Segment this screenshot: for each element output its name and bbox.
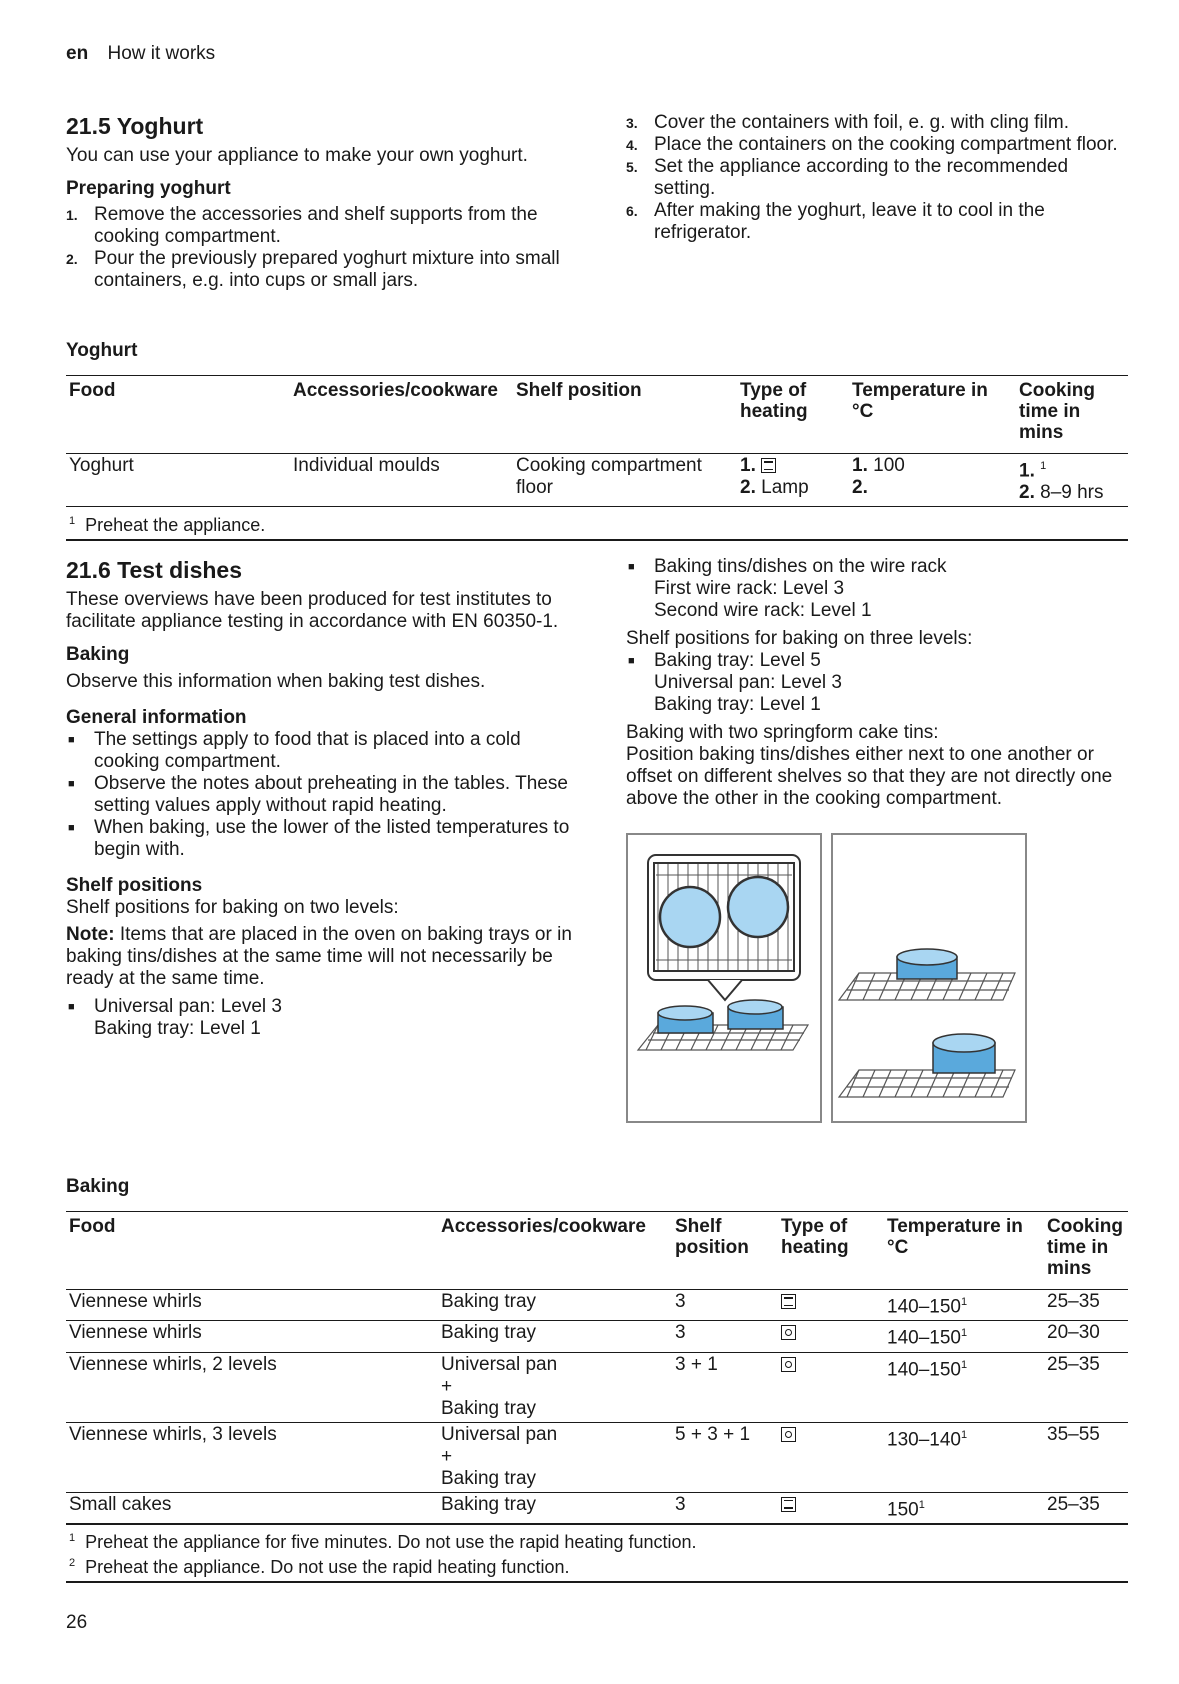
test-heading: 21.6 Test dishes bbox=[66, 557, 242, 583]
cell-accessories: Baking tray bbox=[438, 1492, 672, 1524]
yoghurt-table-wrap bbox=[66, 375, 1128, 541]
cell-food: Viennese whirls, 2 levels bbox=[66, 1352, 438, 1422]
cell-heating bbox=[778, 1492, 884, 1524]
cell-food: Viennese whirls bbox=[66, 1321, 438, 1352]
step-item: 6. After making the yoghurt, leave it to cool in the refrigerator. bbox=[626, 200, 1045, 243]
cell-heating bbox=[778, 1290, 884, 1321]
baking-title: Baking bbox=[66, 644, 130, 665]
yoghurt-table-title: Yoghurt bbox=[66, 340, 138, 361]
offset-illustration bbox=[833, 835, 1025, 1121]
yoghurt-steps-right bbox=[626, 112, 1126, 244]
two-levels-list bbox=[66, 996, 576, 1040]
col-time: Cooking time in mins bbox=[1016, 376, 1128, 454]
three-levels-list bbox=[626, 650, 1126, 716]
cell-time: 20–30 bbox=[1044, 1321, 1128, 1352]
cell-time: 35–55 bbox=[1044, 1422, 1128, 1492]
hot-air-icon bbox=[781, 1427, 796, 1442]
test-intro: These overviews have been produced for test institutes to facilitate appliance testing in accordance with EN 60350-1. bbox=[66, 589, 559, 632]
baking-text: Observe this information when baking test dishes. bbox=[66, 671, 486, 692]
two-levels-list-cont bbox=[626, 556, 1126, 622]
general-list bbox=[66, 729, 576, 861]
shelf-title: Shelf positions bbox=[66, 875, 203, 896]
cell-time: 25–35 bbox=[1044, 1290, 1128, 1321]
baking-table bbox=[66, 1211, 1128, 1525]
table-row bbox=[66, 1352, 1128, 1422]
list-item: ■ Baking tins/dishes on the wire rack First wire rack: Level 3 Second wire rack: Level 1 bbox=[626, 556, 1126, 622]
baking-footnotes bbox=[66, 1525, 1128, 1583]
yoghurt-heading: 21.5 Yoghurt bbox=[66, 113, 204, 139]
figure-offset bbox=[831, 833, 1027, 1123]
cell-accessories: Baking tray bbox=[438, 1290, 672, 1321]
step-item: 3. Cover the containers with foil, e. g. with cling film. bbox=[626, 112, 1070, 133]
test-left-column bbox=[66, 556, 576, 1040]
col-shelf: Shelf position bbox=[672, 1212, 778, 1290]
col-temperature: Temperature in °C bbox=[849, 376, 1016, 454]
footnote-2: $^2$ Preheat the appliance. Do not use the rapid heating function. bbox=[69, 1556, 570, 1577]
list-item: ■ When baking, use the lower of the listed temperatures to begin with. bbox=[66, 817, 576, 861]
cell-heating bbox=[778, 1321, 884, 1352]
springform-text: Position baking tins/dishes either next to one another or offset on different shelves so that they are not directly one above the other in the cooking compartment. bbox=[626, 744, 1113, 809]
col-accessories: Accessories/cookware bbox=[290, 376, 513, 454]
cell-shelf: 3 bbox=[672, 1321, 778, 1352]
baking-table-wrap bbox=[66, 1211, 1128, 1583]
top-bottom-heat-icon bbox=[781, 1294, 796, 1309]
top-bottom-heat-icon bbox=[781, 1497, 796, 1512]
footnote-1: $^1$ Preheat the appliance for five minutes. Do not use the rapid heating function. bbox=[69, 1531, 697, 1552]
test-right-column bbox=[626, 556, 1126, 810]
cell-temperature: $140-150^1$ bbox=[884, 1321, 1044, 1352]
two-levels-text: Shelf positions for baking on two levels: bbox=[66, 897, 399, 918]
cell-accessories: Universal pan + Baking tray bbox=[438, 1422, 672, 1492]
cell-temperature: $140-150^1$ bbox=[884, 1290, 1044, 1321]
col-shelf: Shelf position bbox=[513, 376, 737, 454]
preparing-title: Preparing yoghurt bbox=[66, 178, 231, 199]
col-heating: Type of heating bbox=[778, 1212, 884, 1290]
table-row: Yoghurt Individual moulds Cooking compartment floor 1. 2. Lamp 1. 100 2. 1. $^1$ 2. 8–9 hrs bbox=[66, 454, 1128, 507]
cell-accessories: Universal pan + Baking tray bbox=[438, 1352, 672, 1422]
list-item: ■ Baking tray: Level 5 Universal pan: Level 3 Baking tray: Level 1 bbox=[626, 650, 1126, 716]
step-item: 5. Set the appliance according to the recommended setting. bbox=[626, 156, 1069, 199]
cell-food: Viennese whirls bbox=[66, 1290, 438, 1321]
side-by-side-illustration bbox=[628, 835, 820, 1121]
cell-food: Small cakes bbox=[66, 1492, 438, 1524]
three-levels-text: Shelf positions for baking on three levels: bbox=[626, 628, 973, 649]
step-item: 4. Place the containers on the cooking compartment floor. bbox=[626, 134, 1118, 155]
table-row bbox=[66, 1492, 1128, 1524]
cell-shelf: 3 bbox=[672, 1492, 778, 1524]
bottom-heat-icon bbox=[761, 458, 776, 473]
section-name: How it works bbox=[107, 43, 216, 64]
page-header bbox=[66, 43, 215, 65]
table-header-row bbox=[66, 1212, 1128, 1290]
cell-accessories: Baking tray bbox=[438, 1321, 672, 1352]
step-item: 1. Remove the accessories and shelf supports from the cooking compartment. bbox=[66, 204, 538, 247]
footnote-row: $^1$ Preheat the appliance. bbox=[66, 507, 1128, 541]
col-food: Food bbox=[66, 1212, 438, 1290]
hot-air-icon bbox=[781, 1325, 796, 1340]
col-accessories: Accessories/cookware bbox=[438, 1212, 672, 1290]
col-temperature: Temperature in °C bbox=[884, 1212, 1044, 1290]
cell-heating bbox=[778, 1422, 884, 1492]
step-item: 2. Pour the previously prepared yoghurt mixture into small containers, e.g. into cups or small jars. bbox=[66, 248, 560, 291]
hot-air-icon bbox=[781, 1357, 796, 1372]
page-number: 26 bbox=[66, 1612, 88, 1633]
table-header-row bbox=[66, 376, 1128, 454]
yoghurt-table bbox=[66, 375, 1128, 541]
col-food: Food bbox=[66, 376, 290, 454]
list-item: ■ Observe the notes about preheating in the tables. These setting values apply without rapid heating. bbox=[66, 773, 576, 817]
col-time: Cooking time in mins bbox=[1044, 1212, 1128, 1290]
list-item: ■ Universal pan: Level 3 Baking tray: Level 1 bbox=[66, 996, 576, 1040]
yoghurt-steps-left bbox=[66, 204, 576, 292]
note: Note: Items that are placed in the oven on baking trays or in baking tins/dishes at the same time will not necessarily be ready at the same time. bbox=[66, 924, 572, 989]
cell-heating bbox=[778, 1352, 884, 1422]
cell-temperature: $130-140^1$ bbox=[884, 1422, 1044, 1492]
cell-food: Viennese whirls, 3 levels bbox=[66, 1422, 438, 1492]
yoghurt-left-column bbox=[66, 112, 576, 292]
list-item: ■ The settings apply to food that is placed into a cold cooking compartment. bbox=[66, 729, 576, 773]
table-row bbox=[66, 1422, 1128, 1492]
yoghurt-intro: You can use your appliance to make your own yoghurt. bbox=[66, 145, 528, 166]
table-row bbox=[66, 1290, 1128, 1321]
cell-time: 25–35 bbox=[1044, 1352, 1128, 1422]
cell-temperature: $150^1$ bbox=[884, 1492, 1044, 1524]
general-title: General information bbox=[66, 707, 247, 728]
col-heating: Type of heating bbox=[737, 376, 849, 454]
table-row bbox=[66, 1321, 1128, 1352]
cell-shelf: 3 + 1 bbox=[672, 1352, 778, 1422]
yoghurt-right-column bbox=[626, 112, 1126, 244]
figure-side-by-side bbox=[626, 833, 822, 1123]
cell-shelf: 5 + 3 + 1 bbox=[672, 1422, 778, 1492]
cell-time: 25–35 bbox=[1044, 1492, 1128, 1524]
baking-table-title: Baking bbox=[66, 1176, 130, 1197]
springform-title: Baking with two springform cake tins: bbox=[626, 722, 939, 743]
language-code: en bbox=[66, 43, 89, 64]
cell-shelf: 3 bbox=[672, 1290, 778, 1321]
cell-temperature: $140-150^1$ bbox=[884, 1352, 1044, 1422]
